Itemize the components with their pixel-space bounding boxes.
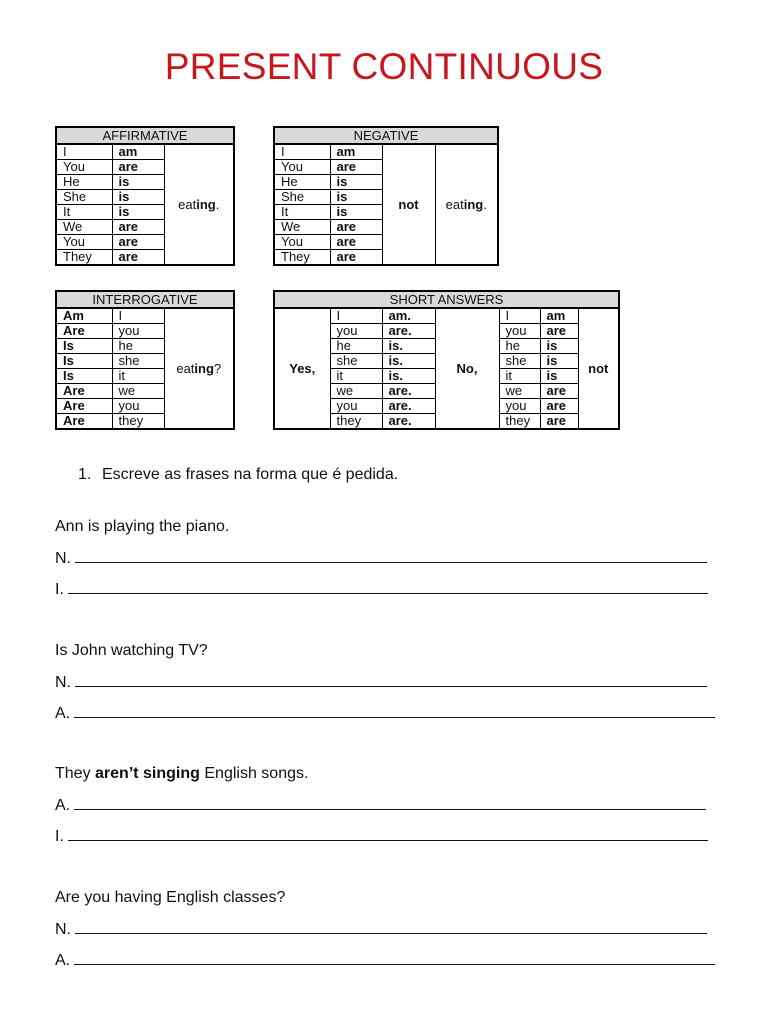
answer-line[interactable]: A.	[55, 704, 715, 723]
not-cell: not	[382, 144, 435, 265]
answer-line[interactable]: I.	[55, 580, 708, 599]
aux-cell: is	[540, 354, 578, 369]
aux-cell: Are	[56, 384, 112, 399]
aux-cell: Are	[56, 414, 112, 430]
aux-cell: Are	[56, 324, 112, 339]
subject-cell: She	[56, 190, 112, 205]
interrogative-header: INTERROGATIVE	[56, 291, 234, 308]
short-answers-header: SHORT ANSWERS	[274, 291, 619, 308]
answer-line[interactable]: I.	[55, 827, 708, 846]
aux-cell: is	[330, 205, 382, 220]
page-title: PRESENT CONTINUOUS	[164, 46, 604, 87]
aux-cell: is	[330, 175, 382, 190]
sentence-4: Are you having English classes?	[55, 889, 286, 906]
aux-cell: are	[330, 250, 382, 266]
aux-cell: Is	[56, 339, 112, 354]
subject-cell: You	[274, 235, 330, 250]
aux-cell: are	[112, 250, 164, 266]
subject-cell: they	[330, 414, 382, 430]
subject-cell: I	[330, 308, 382, 324]
aux-cell: are	[330, 220, 382, 235]
aux-cell: is.	[382, 339, 435, 354]
subject-cell: you	[112, 399, 164, 414]
affirmative-table	[55, 126, 235, 266]
subject-cell: he	[499, 339, 540, 354]
aux-cell: is.	[382, 354, 435, 369]
subject-cell: you	[499, 399, 540, 414]
answer-line[interactable]: N.	[55, 549, 707, 568]
aux-cell: are.	[382, 324, 435, 339]
subject-cell: I	[112, 308, 164, 324]
aux-cell: are.	[382, 414, 435, 430]
subject-cell: she	[499, 354, 540, 369]
answer-line[interactable]: N.	[55, 673, 707, 692]
subject-cell: you	[330, 324, 382, 339]
aux-cell: are	[330, 235, 382, 250]
not-cell: not	[578, 308, 619, 429]
subject-cell: It	[56, 205, 112, 220]
aux-cell: are	[540, 324, 578, 339]
aux-cell: Is	[56, 369, 112, 384]
subject-cell: I	[274, 144, 330, 160]
aux-cell: are	[330, 160, 382, 175]
subject-cell: We	[56, 220, 112, 235]
subject-cell: she	[112, 354, 164, 369]
instruction-text: Escreve as frases na forma que é pedida.	[102, 466, 399, 483]
verb-cell: eating.	[164, 144, 234, 265]
subject-cell: he	[112, 339, 164, 354]
interrogative-table	[55, 290, 235, 430]
subject-cell: they	[499, 414, 540, 430]
negative-table	[273, 126, 499, 266]
subject-cell: they	[112, 414, 164, 430]
subject-cell: He	[56, 175, 112, 190]
aux-cell: is	[112, 190, 164, 205]
no-cell: No,	[435, 308, 499, 429]
subject-cell: it	[499, 369, 540, 384]
sentence-3: They aren’t singing English songs.	[55, 765, 309, 782]
aux-cell: are.	[382, 399, 435, 414]
subject-cell: You	[56, 160, 112, 175]
aux-cell: Am	[56, 308, 112, 324]
subject-cell: you	[112, 324, 164, 339]
subject-cell: You	[274, 160, 330, 175]
aux-cell: are	[540, 384, 578, 399]
aux-cell: am.	[382, 308, 435, 324]
short-answers-table	[273, 290, 620, 430]
subject-cell: she	[330, 354, 382, 369]
aux-cell: are	[112, 160, 164, 175]
subject-cell: you	[330, 399, 382, 414]
aux-cell: is	[540, 369, 578, 384]
subject-cell: It	[274, 205, 330, 220]
sentence-2: Is John watching TV?	[55, 642, 208, 659]
aux-cell: is	[330, 190, 382, 205]
aux-cell: is	[112, 205, 164, 220]
yes-cell: Yes,	[274, 308, 330, 429]
answer-line[interactable]: N.	[55, 920, 707, 939]
verb-cell: eating?	[164, 308, 234, 429]
answer-line[interactable]: A.	[55, 796, 706, 815]
sentence-1: Ann is playing the piano.	[55, 518, 230, 535]
aux-cell: Is	[56, 354, 112, 369]
exercise-number: 1.	[78, 466, 92, 483]
negative-header: NEGATIVE	[274, 127, 498, 144]
aux-cell: are	[112, 220, 164, 235]
answer-line[interactable]: A.	[55, 951, 715, 970]
subject-cell: He	[274, 175, 330, 190]
aux-cell: Are	[56, 399, 112, 414]
aux-cell: is	[540, 339, 578, 354]
subject-cell: You	[56, 235, 112, 250]
subject-cell: we	[499, 384, 540, 399]
subject-cell: We	[274, 220, 330, 235]
aux-cell: are	[540, 414, 578, 430]
affirmative-header: AFFIRMATIVE	[56, 127, 234, 144]
verb-cell: eating.	[435, 144, 498, 265]
aux-cell: is	[112, 175, 164, 190]
subject-cell: we	[112, 384, 164, 399]
aux-cell: is.	[382, 369, 435, 384]
aux-cell: am	[540, 308, 578, 324]
aux-cell: are	[112, 235, 164, 250]
subject-cell: it	[330, 369, 382, 384]
subject-cell: I	[499, 308, 540, 324]
aux-cell: am	[330, 144, 382, 160]
aux-cell: are	[540, 399, 578, 414]
subject-cell: They	[56, 250, 112, 266]
subject-cell: They	[274, 250, 330, 266]
exercise-instruction	[78, 466, 398, 484]
aux-cell: are.	[382, 384, 435, 399]
aux-cell: am	[112, 144, 164, 160]
subject-cell: She	[274, 190, 330, 205]
subject-cell: you	[499, 324, 540, 339]
subject-cell: I	[56, 144, 112, 160]
subject-cell: it	[112, 369, 164, 384]
subject-cell: he	[330, 339, 382, 354]
subject-cell: we	[330, 384, 382, 399]
